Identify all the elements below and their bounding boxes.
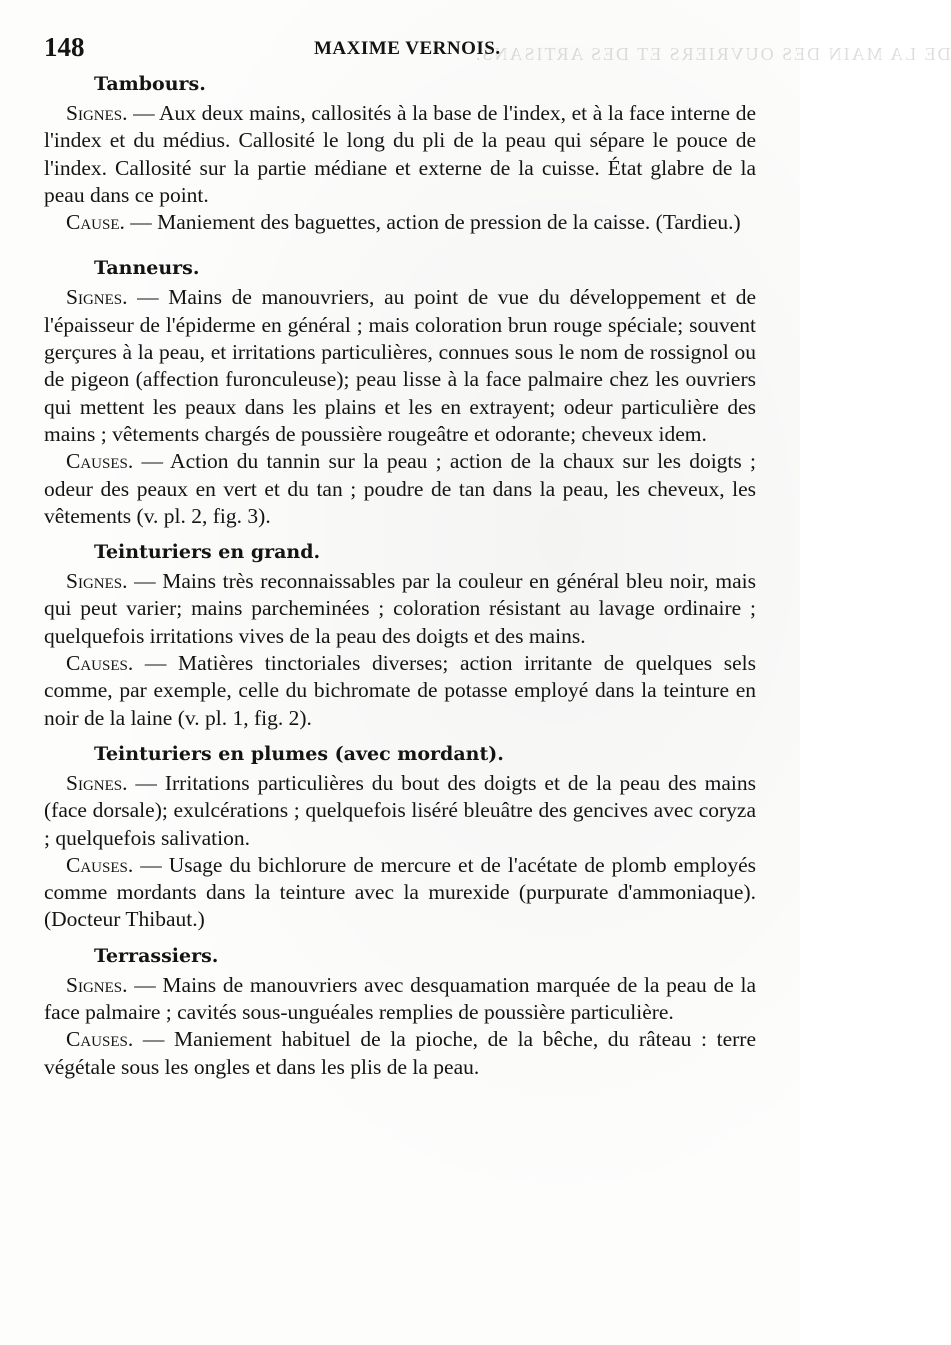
paragraph-text: — Aux deux mains, callosités à la base de l'index, et à la face interne de l'index et du médius. Callosité le long du pli de la peau qui sépare le pouce de l'index. Callosité sur la partie médiane et externe de la cuisse. État glabre de la peau dans ce point.: [44, 101, 756, 207]
section-title: Teinturiers en grand.: [94, 541, 321, 564]
paragraph-causes: [44, 852, 756, 934]
paragraph-text: — Matières tinctoriales diverses; action irritante de quelques sels comme, par exemple, celle du bichromate de potasse employé dans la teinture en noir de la laine (v. pl. 1, fig. 2).: [44, 651, 756, 730]
paragraph-text: — Maniement habituel de la pioche, de la bêche, du râteau : terre végétale sous les ongles et dans les plis de la peau.: [44, 1027, 756, 1079]
paragraph-signes: [44, 100, 756, 209]
section-teinturiers-en-grand: [44, 538, 756, 732]
section-terrassiers: [44, 942, 756, 1081]
paragraph-label: Signes.: [66, 101, 128, 125]
section-title: Tanneurs.: [94, 257, 200, 280]
paragraph-text: — Mains de manouvriers avec desquamation marquée de la peau de la face palmaire ; cavités sous-unguéales remplies de poussière particulière.: [44, 972, 756, 1025]
section-title: Terrassiers.: [94, 944, 219, 967]
paragraph-causes: [44, 1026, 756, 1081]
paragraph-text: — Irritations particulières du bout des doigts et de la peau des mains (face dorsale); exulcérations ; quelquefois liséré bleuâtre des gencives avec coryza ; quelquefois salivation.: [44, 770, 756, 850]
paragraph-text: — Usage du bichlorure de mercure et de l'acétate de plomb employés comme mordants dans la teinture avec la murexide (purpurate d'ammoniaque). (Docteur Thibaut.): [44, 852, 756, 932]
section-title: Teinturiers en plumes (avec mordant).: [94, 742, 504, 765]
paragraph-signes: [44, 770, 756, 852]
paragraph-label: Causes.: [66, 852, 134, 877]
page-header: [44, 30, 951, 70]
section-teinturiers-en-plumes: [44, 740, 756, 934]
paragraph-label: Signes.: [66, 972, 128, 997]
paragraph-text: — Mains très reconnaissables par la couleur en général bleu noir, mais qui peut varier; mains parcheminées ; coloration résistant au lavage ordinaire ; quelquefois irritations vives de la peau des doigts et des mains.: [44, 569, 756, 648]
section-title: Tambours.: [94, 73, 206, 95]
paragraph-signes: [44, 568, 756, 650]
paragraph-label: Cause.: [66, 210, 125, 235]
paragraph-label: Signes.: [66, 285, 128, 310]
bleed-through-text: DE LA MAIN DES OUVRIERS ET DES ARTISANS.: [474, 44, 951, 64]
paragraph-label: Causes.: [66, 1027, 134, 1052]
section-tambours: [44, 70, 756, 236]
paragraph-cause: [44, 209, 756, 236]
paragraph-signes: [44, 284, 756, 448]
page-number: 148: [44, 32, 85, 62]
section-tanneurs: [44, 254, 756, 530]
paragraph-text: — Mains de manouvriers, au point de vue du développement et de l'épaisseur de l'épiderme en général ; mais coloration brun rouge spéciale; souvent gerçures à la peau, et irritations particulières, connues sous le nom de rossignol ou de pigeon (affection furonculeuse); peau lisse à la face palmaire chez les ouvriers qui mettent les peaux dans les plains et les en extrayent; odeur particulière des mains ; vêtements chargés de poussière rougeâtre et odorante; cheveux idem.: [44, 285, 756, 446]
paragraph-label: Causes.: [66, 449, 134, 474]
paragraph-text: — Maniement des baguettes, action de pression de la caisse. (Tardieu.): [124, 210, 741, 235]
paragraph-label: Signes.: [66, 770, 128, 795]
paragraph-text: — Action du tannin sur la peau ; action de la chaux sur les doigts ; odeur des peaux en vert et du tan ; poudre de tan dans la peau, les cheveux, les vêtements (v. pl. 2, fig. 3).: [44, 449, 756, 528]
paragraph-signes: [44, 972, 756, 1027]
paragraph-label: Signes.: [66, 569, 128, 594]
running-title: MAXIME VERNOIS.: [314, 38, 501, 59]
paragraph-causes: [44, 650, 756, 732]
paragraph-causes: [44, 448, 756, 530]
paragraph-label: Causes.: [66, 651, 134, 676]
